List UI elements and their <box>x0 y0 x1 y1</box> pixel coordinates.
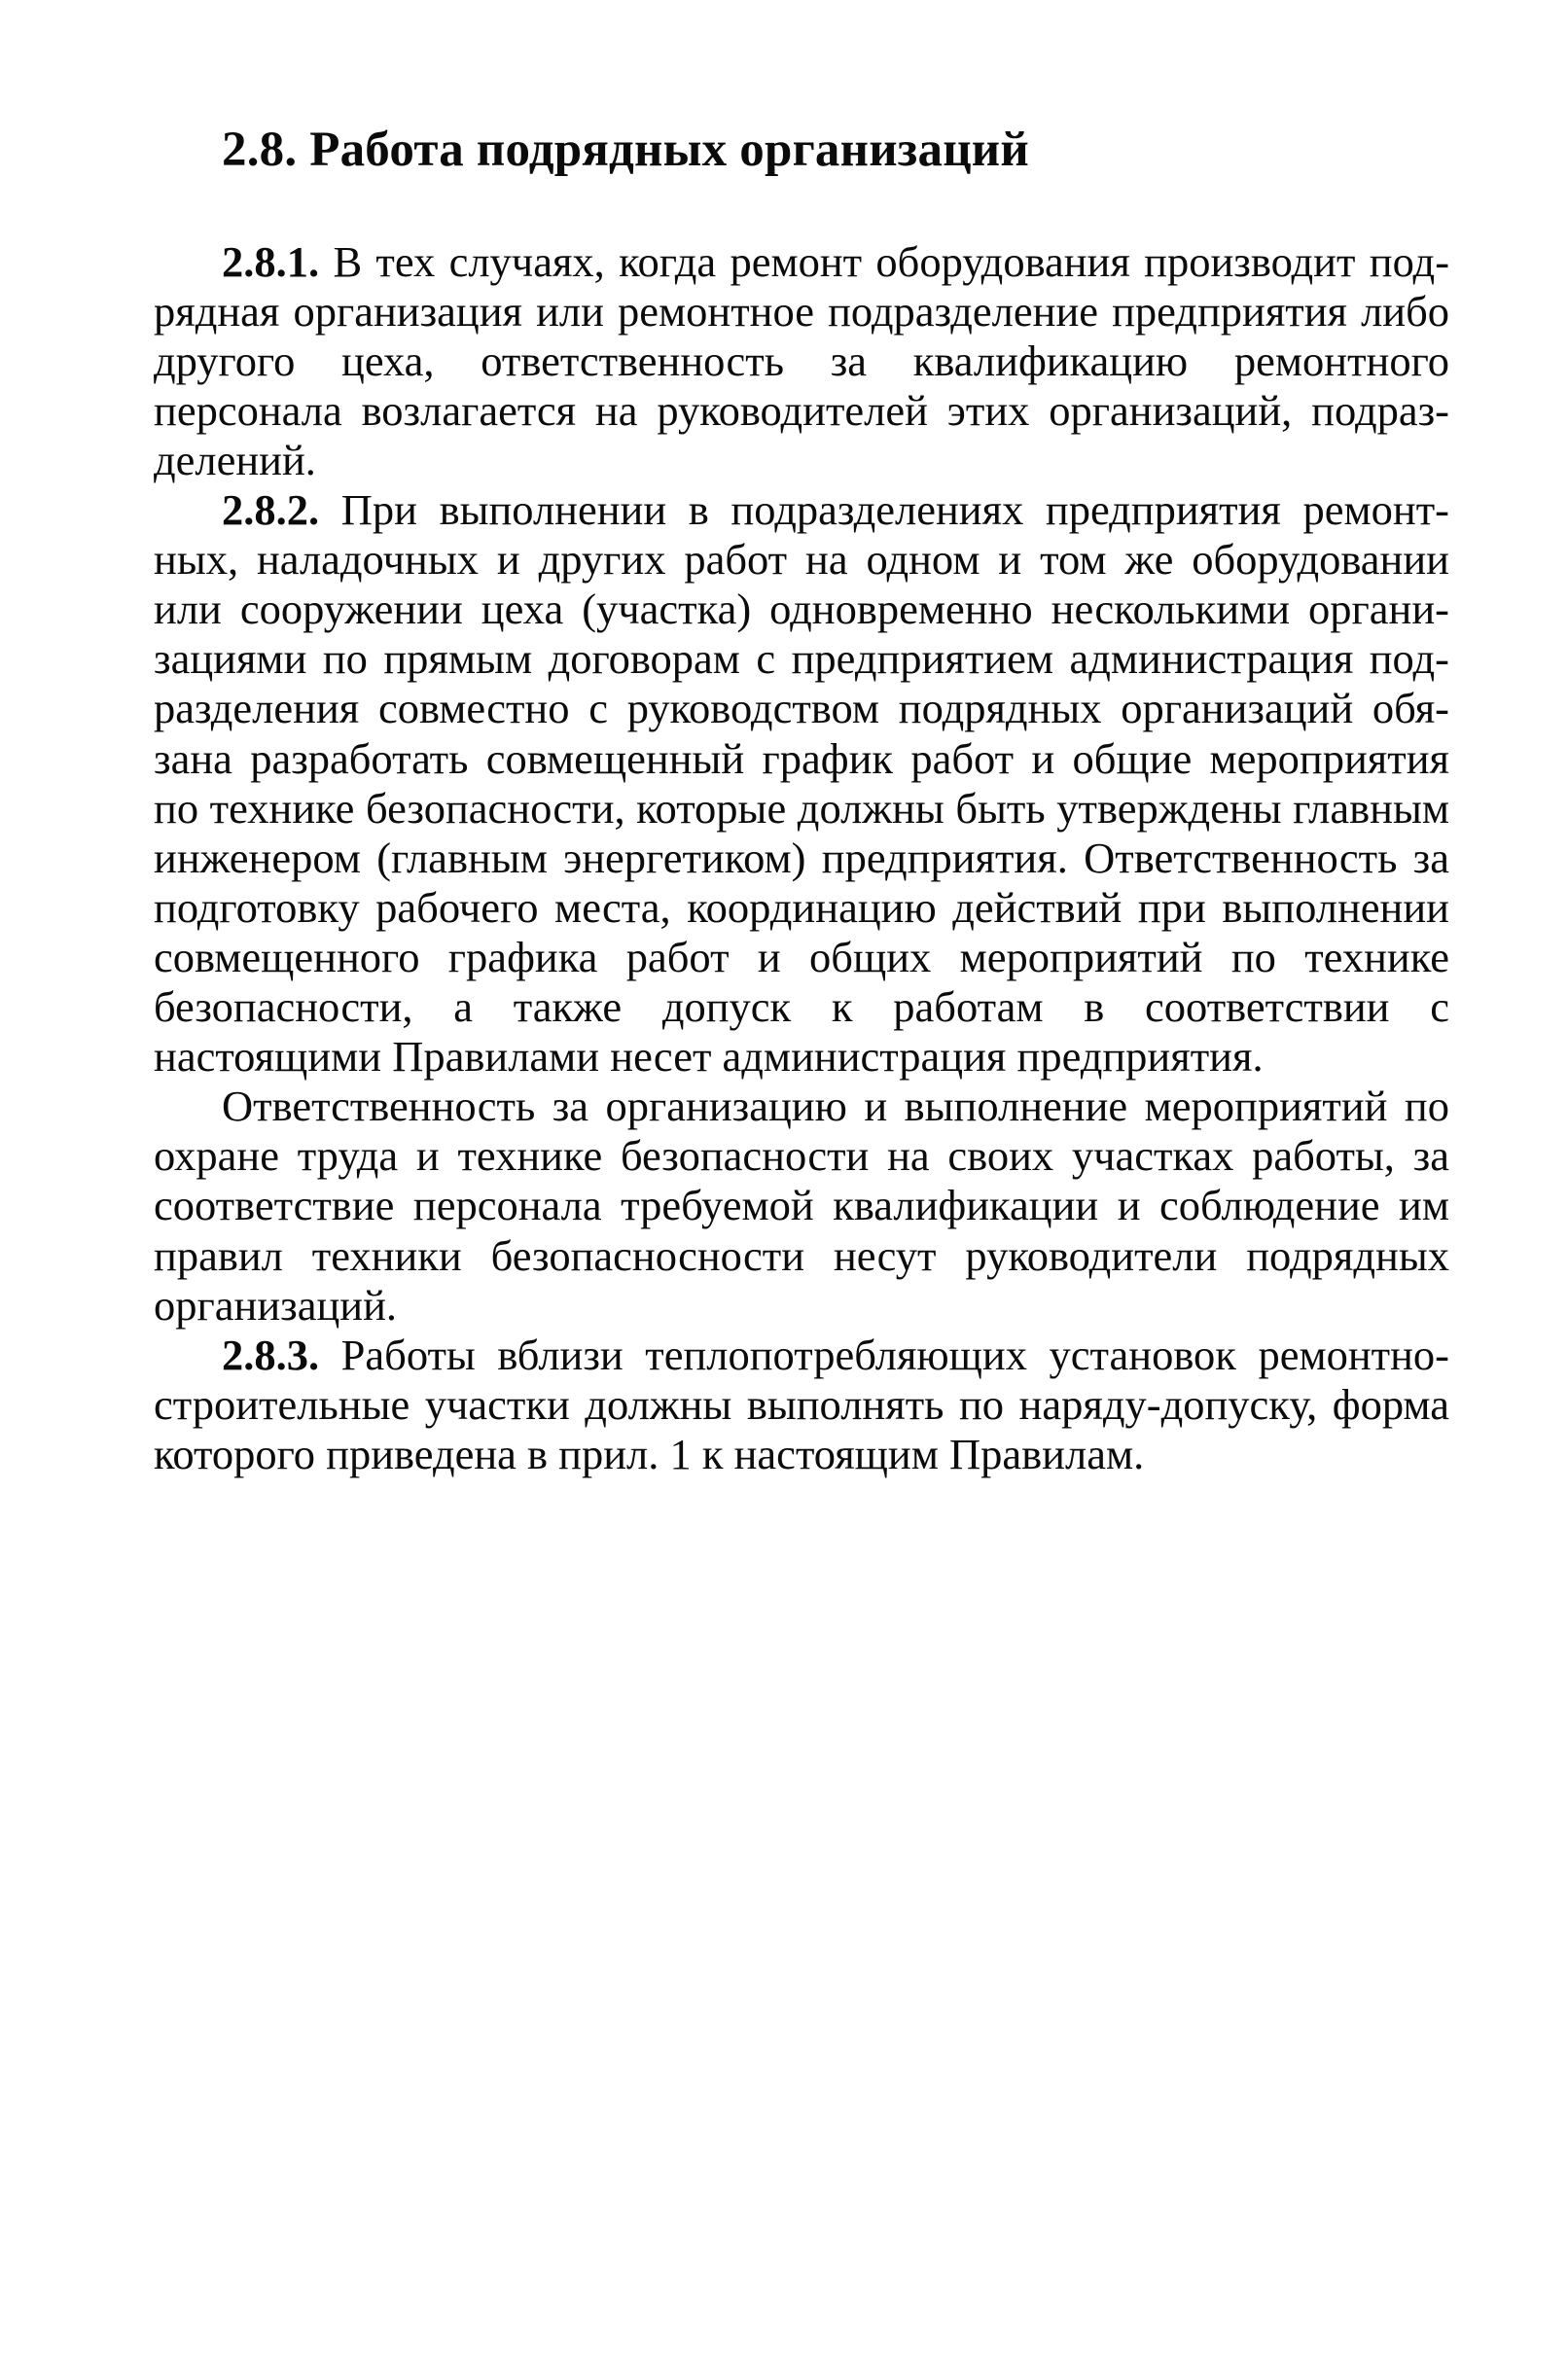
document-page <box>154 122 1449 1479</box>
section-heading: 2.8. Работа подрядных организаций <box>222 123 1029 177</box>
paragraph-2-8-2 <box>154 485 1449 1082</box>
paragraph-number: 2.8.2. <box>222 485 320 535</box>
paragraph-text: Ответственность за организацию и выполнение мероприятий по охране труда и технике безопасности на своих участках работы, за соответствие персонала требуемой квалификации и соблюдение им правил техники безопасносности несут руководители подрядных организаций. <box>154 1082 1449 1330</box>
paragraph-text: Работы вблизи теплопотребляющих установок ремонтно-строительные участки должны выполнять по наряду-допуску, форма которого приведена в прил. 1 к настоящим Правилам. <box>154 1330 1450 1478</box>
paragraph-number: 2.8.3. <box>222 1330 320 1379</box>
paragraph-text: При выполнении в подразделениях предприятия ремонтных, наладочных и других работ на одном и том же оборудовании или сооружении цеха (участка) одновременно несколькими организациями по прямым договорам с предприятием администрация подразделения совместно с руководством подрядных организаций обязана разработать совмещенный график работ и общие мероприятия по технике безопасности, которые должны быть утверждены главным инженером (главным энергетиком) предприятия. Ответственность за подготовку рабочего места, координацию действий при выполнении совмещенного графика работ и общих мероприятий по технике безопасности, а также допуск к работам в соответствии с настоящими Правилами несет администрация предприятия. <box>154 485 1449 1082</box>
paragraph-2-8-1 <box>154 237 1449 485</box>
paragraph-2-8-3 <box>154 1331 1449 1479</box>
paragraph-number: 2.8.1. <box>222 236 320 286</box>
paragraph-responsibility <box>154 1082 1449 1330</box>
paragraph-text: В тех случаях, когда ремонт оборудования производит подрядная организация или ремонтное подразделение предприятия либо другого цеха, ответственность за квалификацию ремонтного персонала возлагается на руководителей этих организаций, подразделений. <box>154 236 1450 485</box>
